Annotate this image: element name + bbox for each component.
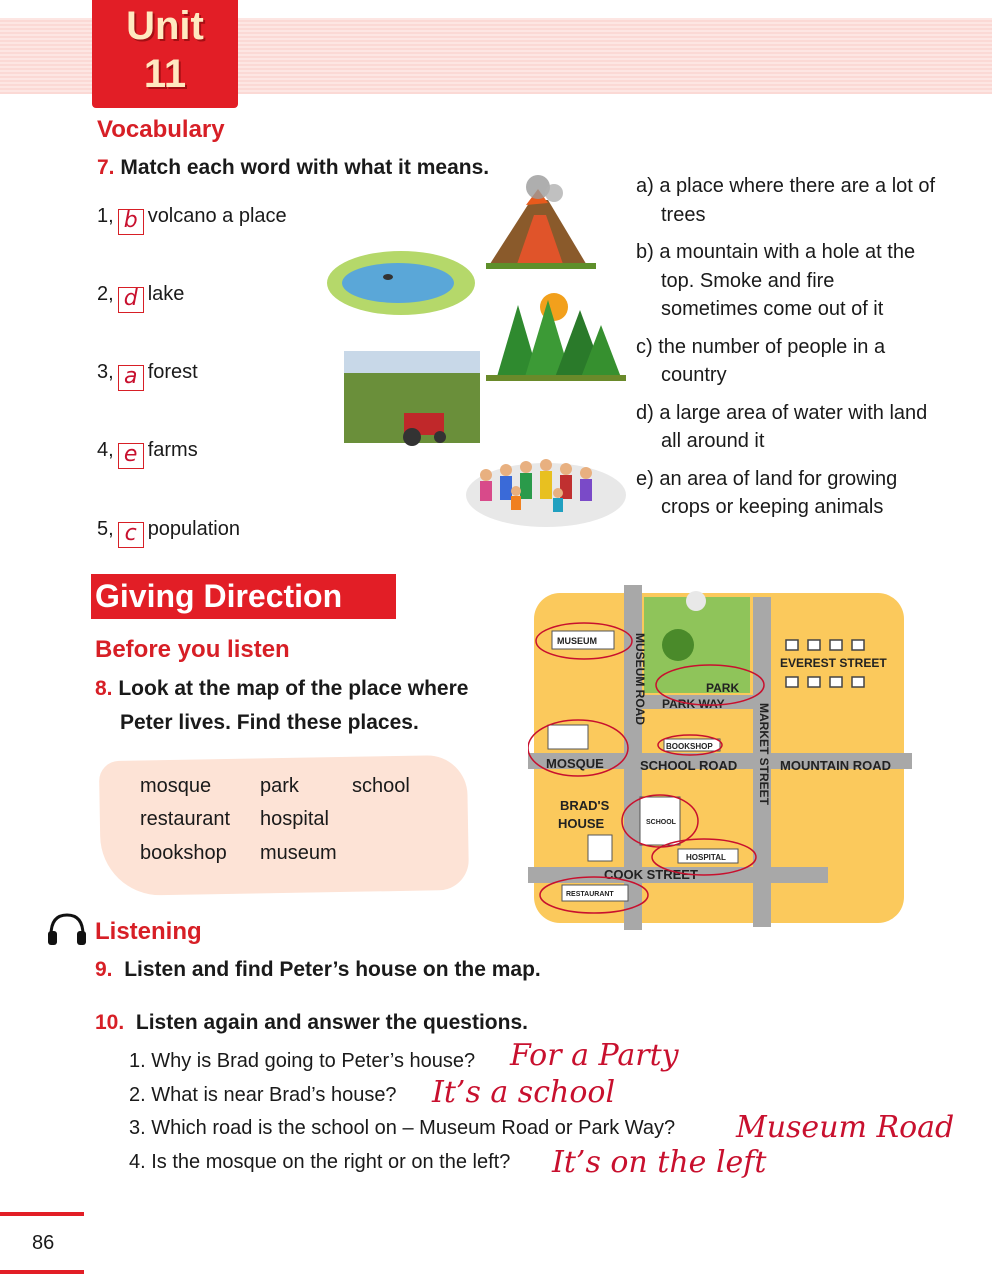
mosque-building — [548, 725, 588, 749]
park-area — [644, 597, 750, 693]
task-7-text: Match each word with what it means. — [120, 156, 490, 179]
word-row-3 — [97, 361, 198, 391]
item-word: farms — [147, 439, 198, 461]
def-text: a mountain with a hole at the top. Smoke and fire sometimes come out of it — [659, 241, 916, 320]
task-10 — [95, 1011, 528, 1035]
giving-direction-heading: Giving Direction — [91, 574, 396, 619]
map-label-mosque: MOSQUE — [546, 756, 604, 771]
task-8-number: 8. — [95, 677, 113, 700]
place-bookshop: bookshop — [140, 842, 227, 864]
item-number: 4, — [97, 439, 114, 461]
farm-image — [344, 351, 480, 446]
place-restaurant: restaurant — [140, 808, 231, 830]
question-1: 1. Why is Brad going to Peter’s house? — [129, 1050, 476, 1072]
answer-1: For a Party — [510, 1038, 679, 1073]
question-3: 3. Which road is the school on – Museum Road or Park Way? — [129, 1117, 676, 1139]
map-label-museum-road: MUSEUM ROAD — [633, 633, 647, 725]
item-word: volcano a place — [147, 205, 287, 227]
answer-3: Museum Road — [736, 1110, 955, 1145]
task-8-line2: Peter lives. Find these places. — [120, 711, 419, 734]
map-label-museum: MUSEUM — [557, 636, 597, 646]
population-image — [466, 459, 626, 527]
answer-box[interactable]: e — [118, 443, 144, 469]
def-text: a large area of water with land all around it — [659, 401, 928, 452]
forest-image — [486, 293, 626, 381]
map-label-bookshop: BOOKSHOP — [666, 742, 713, 751]
task-10-text: Listen again and answer the questions. — [135, 1011, 528, 1034]
def-letter: e) — [636, 467, 654, 490]
item-word: lake — [147, 283, 185, 305]
word-row-2 — [97, 283, 184, 313]
task-9-text: Listen and find Peter’s house on the map. — [124, 958, 541, 981]
map-label-hospital: HOSPITAL — [686, 853, 726, 862]
task-8-line1: Look at the map of the place where — [118, 677, 469, 700]
def-letter: c) — [636, 335, 653, 358]
headphones-icon — [46, 911, 88, 947]
def-letter: d) — [636, 401, 654, 424]
word-row-4 — [97, 439, 198, 469]
def-text: a place where there are a lot of trees — [659, 175, 936, 226]
page-number: 86 — [32, 1232, 55, 1254]
lake-image — [327, 251, 475, 315]
task-7-number: 7. — [97, 156, 115, 179]
vocabulary-heading: Vocabulary — [97, 116, 225, 143]
definition-a — [636, 172, 936, 229]
definition-d — [636, 399, 936, 456]
answer-4: It’s on the left — [552, 1145, 767, 1180]
map-label-market-street: MARKET STREET — [757, 703, 771, 805]
map-label-cook-street: COOK STREET — [604, 867, 698, 882]
map-label-park-way: PARK WAY — [662, 697, 725, 711]
item-number: 2, — [97, 283, 114, 305]
definition-e — [636, 465, 936, 522]
item-number: 1, — [97, 205, 114, 227]
brads-house-building — [588, 835, 612, 861]
definition-c — [636, 333, 936, 390]
unit-badge — [92, 0, 238, 108]
map-label-school-road: SCHOOL ROAD — [640, 758, 738, 773]
map-label-everest-street: EVEREST STREET — [780, 656, 887, 670]
def-text: the number of people in a country — [658, 335, 886, 386]
answer-box[interactable]: d — [118, 287, 144, 313]
before-you-listen-heading: Before you listen — [95, 636, 290, 663]
listening-heading: Listening — [95, 918, 202, 945]
place-mosque: mosque — [140, 775, 212, 797]
task-9 — [95, 958, 541, 982]
task-9-number: 9. — [95, 958, 113, 981]
vocabulary-illustrations — [326, 175, 626, 530]
item-word: population — [147, 518, 240, 540]
place-school: school — [352, 775, 410, 797]
question-4: 4. Is the mosque on the right or on the left? — [129, 1151, 511, 1173]
task-10-number: 10. — [95, 1011, 125, 1034]
map-label-house: HOUSE — [558, 816, 605, 831]
place-museum: museum — [260, 842, 337, 864]
definition-b — [636, 238, 936, 324]
definitions-list — [636, 172, 936, 522]
map-label-school: SCHOOL — [646, 819, 676, 826]
place-hospital: hospital — [260, 808, 329, 830]
map-label-brads: BRAD'S — [560, 798, 610, 813]
answer-2: It’s a school — [432, 1075, 616, 1110]
map-label-mountain-road: MOUNTAIN ROAD — [780, 758, 891, 773]
item-word: forest — [147, 361, 198, 383]
unit-label: Unit — [126, 4, 204, 48]
answer-box[interactable]: a — [118, 365, 144, 391]
unit-number: 11 — [143, 52, 187, 96]
def-text: an area of land for growing crops or keeping animals — [659, 467, 898, 518]
footer-rule-top — [0, 1212, 84, 1216]
volcano-image — [486, 175, 596, 269]
map-label-park: PARK — [706, 681, 740, 695]
place-park: park — [260, 775, 299, 797]
town-map — [528, 585, 912, 930]
word-row-1 — [97, 205, 287, 235]
word-row-5 — [97, 518, 240, 548]
answer-box[interactable]: b — [118, 209, 144, 235]
def-letter: b) — [636, 241, 654, 263]
park-fountain — [686, 591, 706, 611]
question-2: 2. What is near Brad’s house? — [129, 1084, 397, 1106]
answer-box[interactable]: c — [118, 522, 144, 548]
footer-rule-bottom — [0, 1270, 84, 1274]
park-tree — [662, 629, 694, 661]
def-letter: a) — [636, 175, 654, 197]
item-number: 5, — [97, 518, 114, 540]
item-number: 3, — [97, 361, 114, 383]
task-8 — [95, 677, 468, 701]
map-label-restaurant: RESTAURANT — [566, 891, 614, 898]
